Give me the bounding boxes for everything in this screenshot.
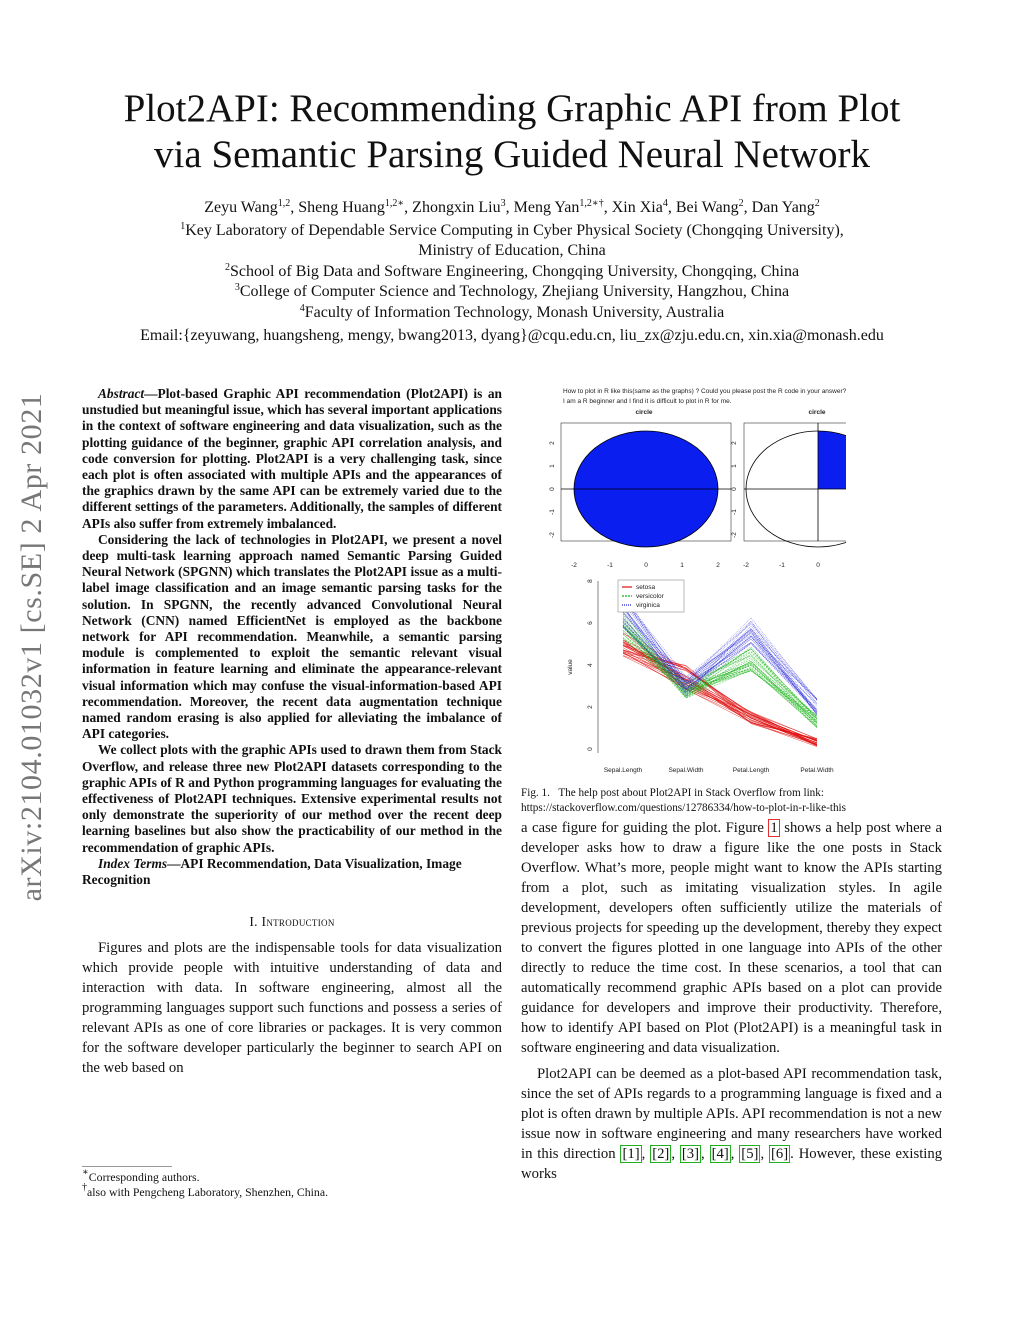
abstract-paragraph-1: Abstract—Plot-based Graphic API recommendation (Plot2API) is an unstudied but meaningful issue, which has several important applications in the context of software engineering and data visualization, such as the plotting guidance of the beginner, graphic API correlation analysis, and code conversion for plotting. Plot2API is a very challenging task, since each plot is often associated with multiple APIs and the appearances of the graphics drawn by the same API can be extremely varied due to the different settings of the parameters. Additionally, the samples of different APIs also suffer from extremely imbalanced. — [82, 386, 502, 531]
arxiv-stamp[interactable]: arXiv:2104.01032v1 [cs.SE] 2 Apr 2021 — [15, 392, 48, 902]
left-column — [82, 386, 502, 1078]
right-x-tick: -1 — [779, 562, 785, 569]
left-x-tick: 0 — [644, 562, 648, 569]
right-y-tick: 2 — [731, 441, 738, 445]
legend-virginica: virginica — [636, 602, 660, 609]
right-panel-title: circle — [808, 409, 826, 416]
right-x-tick: 0 — [816, 562, 820, 569]
left-y-tick: 1 — [549, 464, 556, 468]
abstract-paragraph-3: We collect plots with the graphic APIs used to drawn them from Stack Overflow, and release three new Plot2API datasets corresponding to the graphic APIs of R and Python programming languages for evaluating the effectiveness of Plot2API techniques. Extensive experimental results not only demonstrate the superiority of our method over the recent deep learning baselines but also show the practicability of our method in the recommendation of graphic APIs. — [82, 742, 502, 855]
abstract — [82, 386, 502, 856]
figure-1-caption — [521, 786, 942, 816]
title-line-2: via Semantic Parsing Guided Neural Network — [154, 133, 870, 176]
affiliation-1-cont: Ministry of Education, China — [418, 242, 606, 259]
left-x-tick: 2 — [716, 562, 720, 569]
left-y-tick: 0 — [549, 487, 556, 491]
parallel-legend — [618, 580, 684, 612]
footnote-rule — [82, 1166, 172, 1167]
section-heading-introduction: I. Introduction — [249, 914, 335, 930]
parallel-line — [623, 612, 817, 724]
index-terms: Index Terms—API Recommendation, Data Visualization, Image Recognition — [82, 855, 462, 888]
parallel-y-ticks — [587, 579, 594, 751]
parallel-y-tick: 0 — [587, 747, 594, 751]
legend-versicolor: versicolor — [636, 593, 664, 600]
footnote-2: †also with Pengcheng Laboratory, Shenzhen, China. — [82, 1182, 329, 1199]
parallel-line — [623, 625, 817, 719]
parallel-y-tick: 4 — [587, 663, 594, 667]
abstract-paragraph-2: Considering the lack of technologies in Plot2API, we present a novel deep multi-task learning approach named Semantic Parsing Guided Neural Network (SPGNN) which translates the Plot2API issue as a multi-label image classification and an image semantic parsing tasks for the solution. In SPGNN, the recently advanced Convolutional Neural Network (CNN) named EfficientNet is employed as the backbone network for API recommendation. Meanwhile, a semantic parsing module is complemented to exploit the semantic relevant visual information in feature learning and eliminate the appearance-relevant visual information which may confuse the visual-information-based API recommendation. Moreover, the recent data augmentation technique named random erasing is also applied for alleviating the imbalance of API categories. — [82, 531, 502, 742]
right-y-ticks — [731, 441, 738, 538]
caption-label: Fig. 1. — [521, 787, 550, 799]
parallel-x-tick: Sepal.Length — [603, 767, 643, 774]
parallel-y-label: value — [567, 659, 574, 675]
parallel-x-ticks — [604, 767, 834, 774]
left-y-ticks — [549, 441, 556, 538]
email-line[interactable]: Email:{zeyuwang, huangsheng, mengy, bwang2013, dyang}@cqu.edu.cn, liu_zx@zju.edu.cn, xin.xia@monash.edu — [140, 327, 884, 344]
title-line-1: Plot2API: Recommending Graphic API from Plot — [123, 87, 901, 130]
parallel-line — [623, 617, 817, 728]
affiliation-2: $^2$School of Big Data and Software Engineering, Chongqing University, Chongqing, China — [224, 261, 800, 280]
right-quadrant-fill — [818, 431, 846, 489]
parallel-x-tick: Petal.Width — [800, 767, 834, 774]
citation-link[interactable]: [1] — [622, 1146, 640, 1162]
caption-text: The help post about Plot2API in Stack Overflow from link: https://stackoverflow.com/questions/12786334/how-to-plot-in-r-like-this — [521, 787, 846, 814]
legend-setosa: setosa — [636, 584, 656, 591]
right-y-tick: 0 — [731, 487, 738, 491]
intro-body-left — [82, 938, 502, 1078]
affiliation-3: $^3$College of Computer Science and Technology, Zhejiang University, Hangzhou, China — [234, 282, 790, 300]
parallel-y-tick: 2 — [587, 705, 594, 709]
figure-1-image — [546, 385, 846, 787]
parallel-y-tick: 8 — [587, 579, 594, 583]
left-panel-title: circle — [635, 409, 653, 416]
parallel-line — [623, 614, 817, 726]
author-list: Zeyu Wang$^{1,2}$, Sheng Huang$^{1,2∗}$, Zhongxin Liu$^3$, Meng Yan$^{1,2∗\dagger}$, Xin Xia$^4$, Bei Wang$^2$, Dan Yang$^2$ — [204, 198, 820, 216]
figure-1 — [546, 385, 846, 787]
figure-question-line-1: How to plot in R like this(same as the graphs) ? Could you please post the R code in your answer? — [563, 388, 846, 395]
affiliation-1: $^1$Key Laboratory of Dependable Service Computing in Cyber Physical Society (Chongqing University), — [180, 220, 844, 239]
citation-link[interactable]: [2] — [652, 1146, 670, 1162]
parallel-y-tick: 6 — [587, 621, 594, 625]
right-x-tick: -2 — [743, 562, 749, 569]
right-paragraph-1: a case figure for guiding the plot. Figure 1 shows a help post where a developer asks how to draw a figure like the one posts in Stack Overflow. What’s more, people might want to know the APIs starting from a plot, such as imitating visualization styles. In agile development, developers often sufficiently utilize the materials of previous projects for speeding up the development, thereby they expect to convert the figures plotted in one language into APIs of the other directly to reduce the time cost. In these scenarios, a tool that can automatically recommend graphic APIs based on a plot can provide guidance for developers and improve their productivity. Therefore, how to identify API based on Plot (Plot2API) is a meaningful task in software engineering and data visualization. — [521, 820, 942, 1056]
footnote-1: ∗Corresponding authors. — [82, 1167, 200, 1184]
parallel-line — [623, 631, 817, 723]
parallel-line — [623, 626, 817, 723]
right-y-tick: -2 — [731, 532, 738, 538]
left-y-tick: 2 — [549, 441, 556, 445]
citation-link[interactable]: [4] — [711, 1146, 729, 1162]
parallel-x-tick: Sepal.Width — [668, 767, 704, 774]
figure-question-line-2: I am a R beginner and I find it is difficult to plot in R for me. — [563, 398, 732, 405]
affiliation-4: $^4$Faculty of Information Technology, Monash University, Australia — [299, 302, 725, 321]
paper-title — [0, 86, 1024, 178]
left-x-tick: 1 — [680, 562, 684, 569]
intro-paragraph-1: Figures and plots are the indispensable tools for data visualization which provide people with intuitive understanding of data and interaction with data. In software engineering, almost all the programming languages support such functions and possess a series of relevant APIs as one of core libraries or packages. It is very common for the software developer particularly the beginner to search API on the web based on — [82, 940, 502, 1077]
parallel-line — [623, 626, 817, 719]
left-y-tick: -1 — [549, 509, 556, 515]
right-paragraph-2: Plot2API can be deemed as a plot-based API recommendation task, since the set of APIs regards to a programming language is fixed and a plot is often drawn by multiple APIs. API recommendation is not a new issue now in software engineering and many researchers have worked in this direction [1] , [2] , [3] , [4] , [5] , [6] . However, these existing works — [521, 1066, 943, 1182]
author-block — [0, 198, 1024, 347]
right-column — [521, 818, 942, 1184]
figure-1-link[interactable]: 1 — [770, 820, 778, 836]
left-y-tick: -2 — [549, 532, 556, 538]
right-x-ticks — [743, 562, 820, 569]
left-x-tick: -2 — [571, 562, 577, 569]
citation-link[interactable]: [5] — [741, 1146, 759, 1162]
parallel-lines — [623, 595, 817, 747]
citation-link[interactable]: [3] — [681, 1146, 700, 1162]
right-y-tick: -1 — [731, 509, 738, 515]
parallel-x-tick: Petal.Length — [732, 767, 770, 774]
footnotes — [82, 1167, 502, 1200]
left-x-ticks — [571, 562, 720, 569]
right-y-tick: 1 — [731, 464, 738, 468]
left-x-tick: -1 — [607, 562, 613, 569]
citation-link[interactable]: [6] — [771, 1146, 789, 1162]
